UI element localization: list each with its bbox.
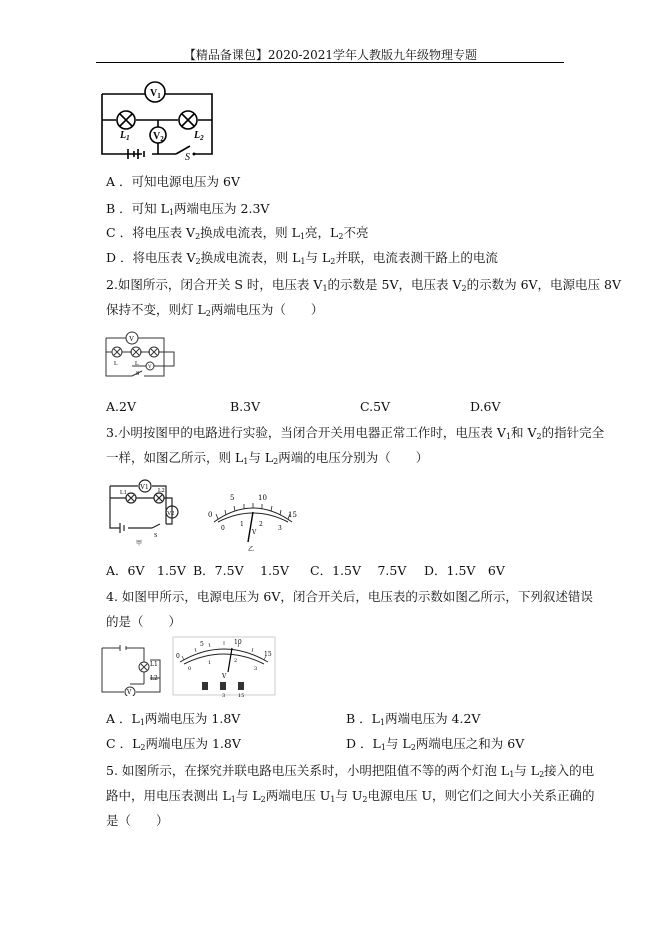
dial4-unit: V <box>222 673 227 680</box>
fig1-v1: $V_1$ <box>150 88 161 100</box>
q3-stem-line1: 3.小明按图甲的电路进行实验，当闭合开关用电器正常工作时，电压表 $V_1$和 $V_2$的指针完全 <box>106 425 605 441</box>
dial3-tick-0: 0 <box>208 511 213 519</box>
fig1-v2: $V_2$ <box>153 131 164 143</box>
dial3-tick-15: 15 <box>288 511 297 519</box>
q2-stem-line2: 保持不变，则灯 $L_2$两端电压为（ ） <box>106 302 324 318</box>
q3-option-d: D．1.5V 6V <box>424 563 505 578</box>
dial4-term-15: 15 <box>238 693 245 698</box>
fig4-l1: L1 <box>150 661 158 668</box>
dial3-caption: 乙 <box>248 546 255 552</box>
dial4-term-3: 3 <box>222 693 226 698</box>
fig2-l2: L <box>135 361 139 367</box>
dial3-inner-0: 0 <box>221 525 225 532</box>
q1-option-a: A ．可知电源电压为 6V <box>106 174 240 189</box>
q3-option-c: C．1.5V 7.5V <box>310 563 407 578</box>
dial3-inner-3: 3 <box>278 525 282 532</box>
q4-option-c: C ．$L_2$两端电压为 1.8V <box>106 736 241 752</box>
q5-stem-line1: 5. 如图所示，在探究并联电路电压关系时，小明把阻值不等的两个灯泡 $L_1$与 $L_2$接入的电 <box>106 763 595 779</box>
voltmeter-dial-q3 <box>204 482 302 552</box>
q3-option-a: A．6V 1.5V <box>106 563 186 578</box>
fig3-v1: V1 <box>140 483 149 491</box>
q4-option-a: A ．$L_1$两端电压为 1.8V <box>106 711 241 727</box>
q2-option-b: B.3V <box>230 399 261 414</box>
q1-option-c: C ．将电压表 $V_2$换成电流表，则 $L_1$亮，$L_2$不亮 <box>106 225 369 241</box>
q2-option-a: A.2V <box>106 399 136 414</box>
q3-option-b: B．7.5V 1.5V <box>193 563 289 578</box>
dial4-tick-15: 15 <box>264 651 272 658</box>
fig3-v2: V2 <box>167 511 175 517</box>
dial3-tick-10: 10 <box>258 494 267 502</box>
header-rule <box>96 62 564 63</box>
fig3-l1: L1 <box>120 490 127 496</box>
fig3-s: S <box>154 533 158 539</box>
page-header: 【精品备课包】2020-2021学年人教版九年级物理专题 <box>183 48 478 62</box>
dial4-inner-1: 1 <box>208 660 212 666</box>
fig2-v2: V <box>148 365 152 370</box>
dial3-inner-1: 1 <box>240 521 244 528</box>
circuit-figure-2 <box>104 328 180 382</box>
circuit-figure-4 <box>100 640 170 696</box>
q2-stem-line1: 2.如图所示，闭合开关 S 时，电压表 $V_1$的示数是 5V，电压表 $V_2$的示数为 6V，电源电压 8V <box>106 277 622 293</box>
dial3-inner-2: 2 <box>259 521 263 528</box>
q3-stem-line2: 一样，如图乙所示，则 $L_1$与 $L_2$两端的电压分别为（ ） <box>106 450 429 466</box>
dial3-tick-5: 5 <box>230 494 235 502</box>
dial3-unit: V <box>252 529 257 536</box>
fig3-caption-left: 甲 <box>136 541 143 546</box>
fig1-l1: $L_1$ <box>120 130 130 142</box>
q5-stem-line3: 是（ ） <box>106 813 169 828</box>
circuit-figure-1 <box>98 78 216 160</box>
fig1-s: S <box>185 152 190 160</box>
dial4-inner-0: 0 <box>188 666 192 672</box>
fig2-l1: L <box>114 361 118 367</box>
q1-option-d: D ．将电压表 $V_2$换成电流表，则 $L_1$与 $L_2$并联，电流表测干路上的电流 <box>106 250 498 266</box>
q4-stem-line1: 4. 如图甲所示，电源电压为 6V，闭合开关后，电压表的示数如图乙所示，下列叙述错误 <box>106 589 593 604</box>
fig4-v: V <box>127 689 132 696</box>
dial4-inner-3: 3 <box>254 666 258 672</box>
q4-stem-line2: 的是（ ） <box>106 614 182 629</box>
fig2-v1: V <box>129 335 135 343</box>
fig1-l2: $L_2$ <box>194 130 204 142</box>
fig4-l2: L2 <box>150 675 158 682</box>
q2-option-c: C.5V <box>360 399 391 414</box>
dial4-tick-10: 10 <box>234 639 242 646</box>
q4-option-b: B ．$L_1$两端电压为 4.2V <box>346 711 481 727</box>
q2-option-d: D.6V <box>470 399 501 414</box>
dial4-tick-5: 5 <box>200 641 204 648</box>
dial4-tick-0: 0 <box>176 653 180 660</box>
dial4-inner-2: 2 <box>234 658 238 664</box>
circuit-figure-3 <box>106 476 188 546</box>
q4-option-d: D ．$L_1$与 $L_2$两端电压之和为 6V <box>346 736 525 752</box>
q1-option-b: B ．可知 $L_1$两端电压为 2.3V <box>106 201 270 217</box>
voltmeter-dial-q4 <box>172 636 276 698</box>
fig2-s: S <box>136 371 140 377</box>
q5-stem-line2: 路中，用电压表测出 $L_1$与 $L_2$两端电压 $U_1$与 $U_2$电源电压 U，则它们之间大小关系正确的 <box>106 788 595 804</box>
fig3-l2: L2 <box>158 488 165 494</box>
